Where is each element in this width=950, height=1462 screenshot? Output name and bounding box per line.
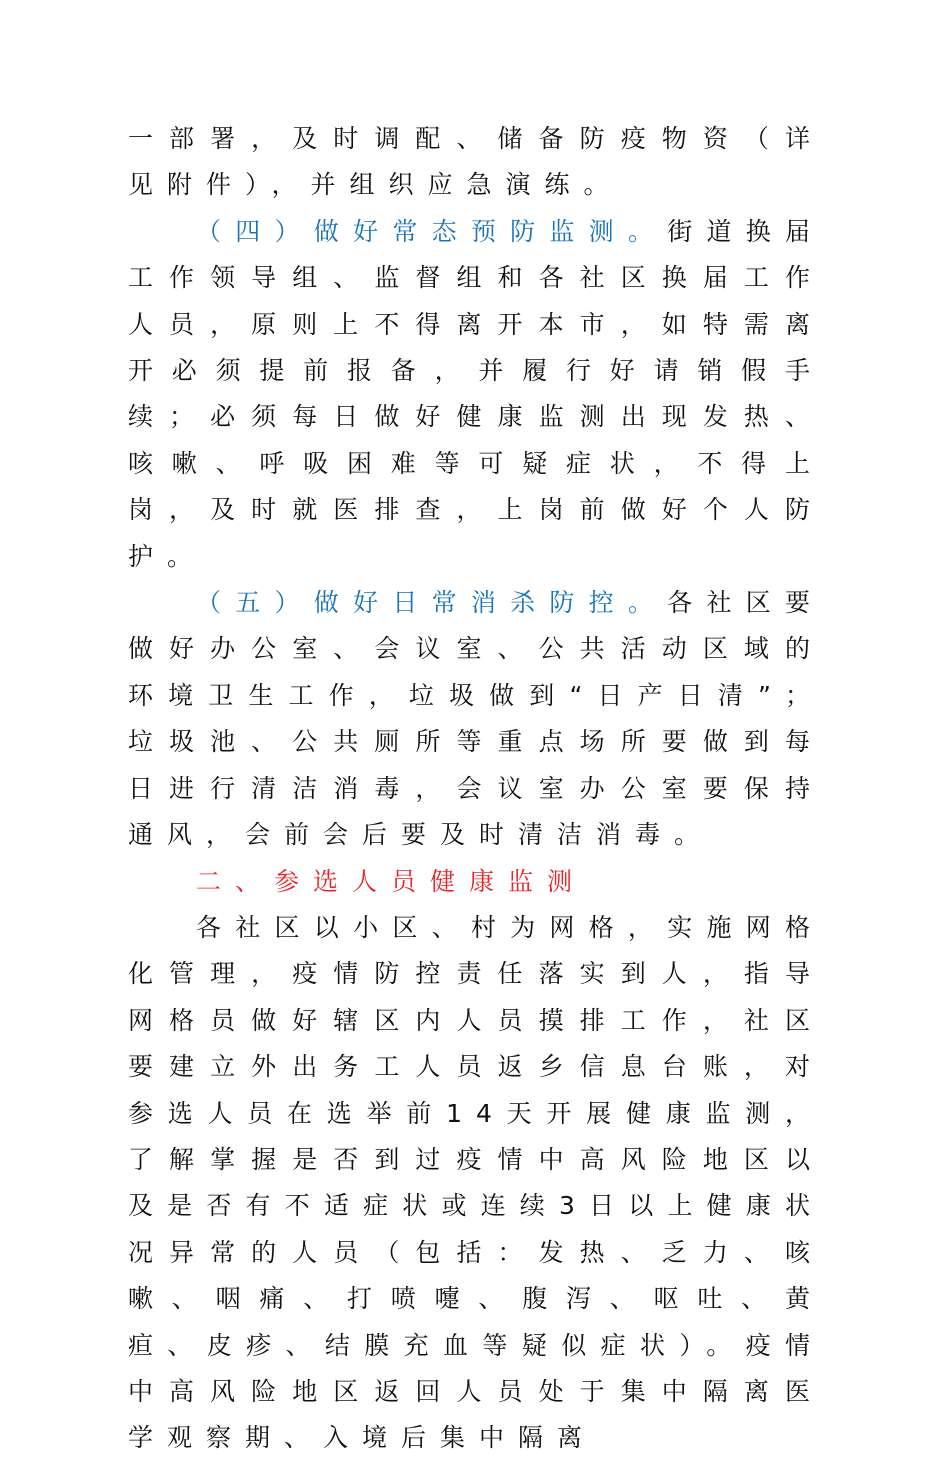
subheading-daily-disinfection: （五）做好日常消杀防控。 bbox=[196, 588, 668, 618]
paragraph-health-monitoring: 各社区以小区、村为网格，实施网格化管理，疫情防控责任落实到人，指导网格员做好辖区内人员摸排工作，社区要建立外出务工人员返乡信息台账，对参选人员在选举前14天开展健康监测，了解掌握是否到过疫情中高风险地区以及是否有不适症状或连续3日以上健康状况异常的人员（包括：发热、乏力、咳嗽、咽痛、打喷嚏、腹泻、呕吐、黄疸、皮疹、结膜充血等疑似症状）。疫情中高风险地区返回人员处于集中隔离医学观察期、入境后集中隔离 bbox=[128, 912, 824, 1453]
paragraph-routine-monitoring bbox=[128, 209, 824, 580]
subheading-routine-monitoring: （四）做好常态预防监测。 bbox=[196, 216, 668, 246]
paragraph-continuation: 一部署，及时调配、储备防疫物资（详见附件），并组织应急演练。 bbox=[128, 124, 824, 200]
paragraph-daily-disinfection bbox=[128, 580, 824, 858]
paragraph-routine-monitoring-body: 街道换届工作领导组、监督组和各社区换届工作人员，原则上不得离开本市，如特需离开必须提前报备，并履行好请销假手续；必须每日做好健康监测出现发热、咳嗽、呼吸困难等可疑症状，不得上岗，及时就医排查，上岗前做好个人防护。 bbox=[128, 216, 824, 571]
paragraph-daily-disinfection-body: 各社区要做好办公室、会议室、公共活动区域的环境卫生工作，垃圾做到“日产日清”；垃圾池、公共厕所等重点场所要做到每日进行清洁消毒，会议室办公室要保持通风，会前会后要及时清洁消毒。 bbox=[128, 588, 824, 850]
section-heading-health-monitoring: 二、参选人员健康监测 bbox=[196, 866, 587, 896]
document-body bbox=[128, 116, 824, 1462]
